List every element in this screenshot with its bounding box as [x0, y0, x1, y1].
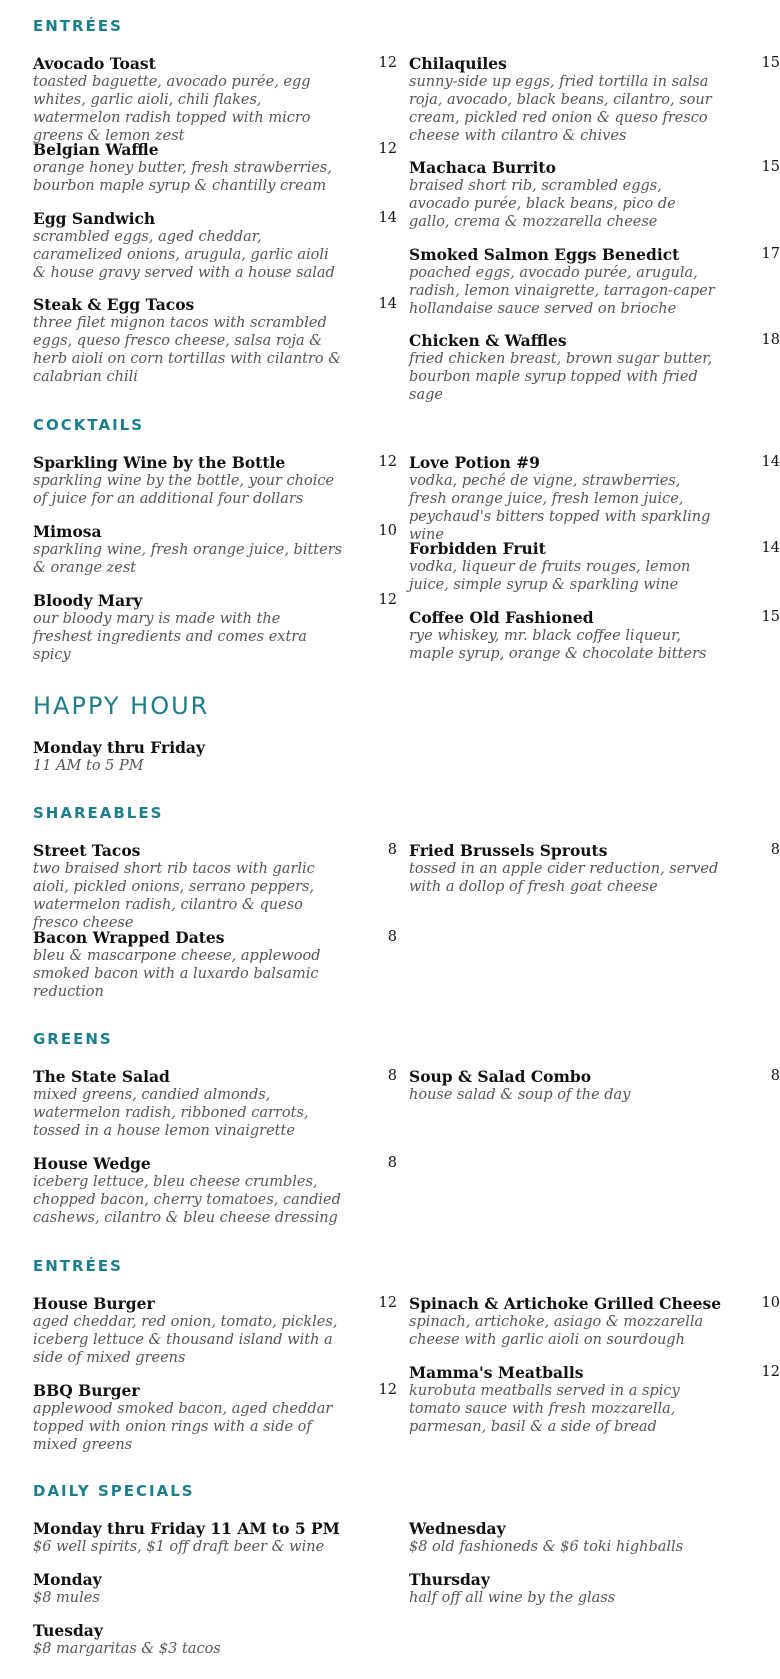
item-description: three filet mignon tacos with scrambled eggs, queso fresco cheese, salsa roja & herb aioli on corn tortillas with cilantro & calabrian chili	[33, 315, 342, 385]
menu-item	[33, 54, 397, 145]
menu-item	[409, 1067, 780, 1104]
item-price: 15	[761, 55, 780, 71]
item-name: Machaca Burrito	[409, 158, 556, 177]
item-price: 12	[378, 141, 397, 157]
menu-item	[33, 209, 397, 282]
item-price: 18	[761, 332, 780, 348]
item-description: applewood smoked bacon, aged cheddar topped with onion rings with a side of mixed greens	[33, 1401, 333, 1453]
menu-item	[409, 453, 780, 544]
item-price: 14	[761, 454, 780, 470]
menu-item	[409, 608, 780, 663]
item-description: mixed greens, candied almonds, watermelon radish, ribboned carrots, tossed in a house lemon vinaigrette	[33, 1087, 309, 1139]
item-description: toasted baguette, avocado purée, egg whites, garlic aioli, chili flakes, watermelon radish topped with micro greens & lemon zest	[33, 74, 311, 144]
special-name: Tuesday	[33, 1621, 103, 1640]
special-description: $8 old fashioneds & $6 toki highballs	[409, 1539, 684, 1555]
item-price: 14	[378, 296, 397, 312]
section-heading-greens: GREENS	[33, 1030, 113, 1048]
item-name: Chicken & Waffles	[409, 331, 567, 350]
item-price: 8	[770, 842, 780, 858]
menu-item	[33, 591, 397, 664]
item-description: vodka, liqueur de fruits rouges, lemon juice, simple syrup & sparkling wine	[409, 559, 691, 593]
item-description: spinach, artichoke, asiago & mozzarella cheese with garlic aioli on sourdough	[409, 1314, 704, 1348]
item-price: 12	[378, 1382, 397, 1398]
item-price: 8	[387, 842, 397, 858]
item-description: house salad & soup of the day	[409, 1087, 631, 1103]
special-description: half off all wine by the glass	[409, 1590, 616, 1606]
item-name: Love Potion #9	[409, 453, 540, 472]
menu-item	[33, 1067, 397, 1140]
item-description: scrambled eggs, aged cheddar, caramelized onions, arugula, garlic aioli & house gravy served with a house salad	[33, 229, 335, 281]
happy-hour-days: Monday thru Friday	[33, 738, 205, 757]
special-item	[33, 1519, 363, 1556]
item-price: 12	[761, 1364, 780, 1380]
menu-item	[409, 1294, 780, 1349]
menu-item	[409, 1363, 780, 1436]
item-name: Coffee Old Fashioned	[409, 608, 594, 627]
item-name: Avocado Toast	[33, 54, 156, 73]
section-heading-shareables: SHAREABLES	[33, 804, 164, 822]
item-name: Forbidden Fruit	[409, 539, 546, 558]
item-name: Bacon Wrapped Dates	[33, 928, 225, 947]
item-description: poached eggs, avocado purée, arugula, radish, lemon vinaigrette, tarragon-caper hollandaise sauce served on brioche	[409, 265, 715, 317]
special-name: Monday	[33, 1570, 102, 1589]
item-description: bleu & mascarpone cheese, applewood smoked bacon with a luxardo balsamic reduction	[33, 948, 321, 1000]
item-name: Fried Brussels Sprouts	[409, 841, 608, 860]
item-description: kurobuta meatballs served in a spicy tomato sauce with fresh mozzarella, parmesan, basil & a side of bread	[409, 1383, 680, 1435]
happy-hour-hours: 11 AM to 5 PM	[33, 758, 144, 774]
item-price: 15	[761, 159, 780, 175]
special-description: $8 margaritas & $3 tacos	[33, 1641, 221, 1657]
menu-item	[409, 158, 780, 231]
menu-item	[33, 1294, 397, 1367]
section-heading-entrees: ENTRÉES	[33, 17, 123, 35]
item-name: Mamma's Meatballs	[409, 1363, 584, 1382]
special-description: $8 mules	[33, 1590, 100, 1606]
item-description: sunny-side up eggs, fried tortilla in salsa roja, avocado, black beans, cilantro, sour cream, pickled red onion & queso fresco cheese with cilantro & chives	[409, 74, 712, 144]
section-heading-daily-specials: DAILY SPECIALS	[33, 1482, 195, 1500]
item-price: 10	[761, 1295, 780, 1311]
item-description: fried chicken breast, brown sugar butter, bourbon maple syrup topped with fried sage	[409, 351, 713, 403]
item-price: 12	[378, 1295, 397, 1311]
menu-item	[33, 928, 397, 1001]
item-price: 8	[387, 1068, 397, 1084]
happy-hour-times	[33, 738, 363, 775]
item-name: Belgian Waffle	[33, 140, 159, 159]
item-name: Steak & Egg Tacos	[33, 295, 195, 314]
section-heading-hh-entrees: ENTRÉES	[33, 1257, 123, 1275]
happy-hour-title: HAPPY HOUR	[33, 692, 210, 720]
item-price: 17	[761, 246, 780, 262]
special-item	[409, 1519, 739, 1556]
item-name: Street Tacos	[33, 841, 141, 860]
menu-item	[409, 331, 780, 404]
item-name: House Burger	[33, 1294, 155, 1313]
item-description: orange honey butter, fresh strawberries, bourbon maple syrup & chantilly cream	[33, 160, 332, 194]
menu-item	[33, 841, 397, 932]
special-name: Wednesday	[409, 1519, 506, 1538]
item-description: rye whiskey, mr. black coffee liqueur, maple syrup, orange & chocolate bitters	[409, 628, 707, 662]
section-heading-cocktails: COCKTAILS	[33, 416, 145, 434]
item-price: 14	[378, 210, 397, 226]
item-name: Mimosa	[33, 522, 102, 541]
item-name: House Wedge	[33, 1154, 151, 1173]
menu-item	[33, 295, 397, 386]
item-name: Egg Sandwich	[33, 209, 156, 228]
item-description: vodka, peché de vigne, strawberries, fresh orange juice, fresh lemon juice, peychaud's bitters topped with sparkling wine	[409, 473, 711, 543]
item-name: The State Salad	[33, 1067, 170, 1086]
item-price: 12	[378, 592, 397, 608]
item-description: iceberg lettuce, bleu cheese crumbles, chopped bacon, cherry tomatoes, candied cashews, cilantro & bleu cheese dressing	[33, 1174, 341, 1226]
menu-item	[33, 453, 397, 508]
item-name: Smoked Salmon Eggs Benedict	[409, 245, 680, 264]
special-name: Monday thru Friday 11 AM to 5 PM	[33, 1519, 340, 1538]
menu-item	[33, 522, 397, 577]
menu-item	[33, 1154, 397, 1227]
item-description: aged cheddar, red onion, tomato, pickles, iceberg lettuce & thousand island with a side of mixed greens	[33, 1314, 338, 1366]
menu-item	[33, 140, 397, 195]
item-name: Spinach & Artichoke Grilled Cheese	[409, 1294, 722, 1313]
item-name: BBQ Burger	[33, 1381, 140, 1400]
item-price: 8	[387, 1155, 397, 1171]
item-description: sparkling wine, fresh orange juice, bitters & orange zest	[33, 542, 343, 576]
item-description: tossed in an apple cider reduction, served with a dollop of fresh goat cheese	[409, 861, 719, 895]
item-price: 10	[378, 523, 397, 539]
menu-item	[409, 539, 780, 594]
item-price: 15	[761, 609, 780, 625]
item-description: our bloody mary is made with the freshest ingredients and comes extra spicy	[33, 611, 307, 663]
item-description: sparkling wine by the bottle, your choice of juice for an additional four dollars	[33, 473, 335, 507]
item-description: two braised short rib tacos with garlic aioli, pickled onions, serrano peppers, watermelon radish, cilantro & queso fresco cheese	[33, 861, 315, 931]
item-name: Sparkling Wine by the Bottle	[33, 453, 286, 472]
special-name: Thursday	[409, 1570, 490, 1589]
menu-item	[409, 54, 780, 145]
menu-item	[409, 245, 780, 318]
item-price: 14	[761, 540, 780, 556]
item-price: 8	[387, 929, 397, 945]
item-description: braised short rib, scrambled eggs, avocado purée, black beans, pico de gallo, crema & mozzarella cheese	[409, 178, 676, 230]
special-item	[409, 1570, 739, 1607]
special-item	[33, 1570, 363, 1607]
item-price: 12	[378, 454, 397, 470]
menu-item	[409, 841, 780, 896]
special-description: $6 well spirits, $1 off draft beer & wine	[33, 1539, 325, 1555]
item-price: 12	[378, 55, 397, 71]
item-name: Soup & Salad Combo	[409, 1067, 592, 1086]
special-item	[33, 1621, 363, 1658]
item-price: 8	[770, 1068, 780, 1084]
menu-item	[33, 1381, 397, 1454]
item-name: Chilaquiles	[409, 54, 507, 73]
item-name: Bloody Mary	[33, 591, 143, 610]
